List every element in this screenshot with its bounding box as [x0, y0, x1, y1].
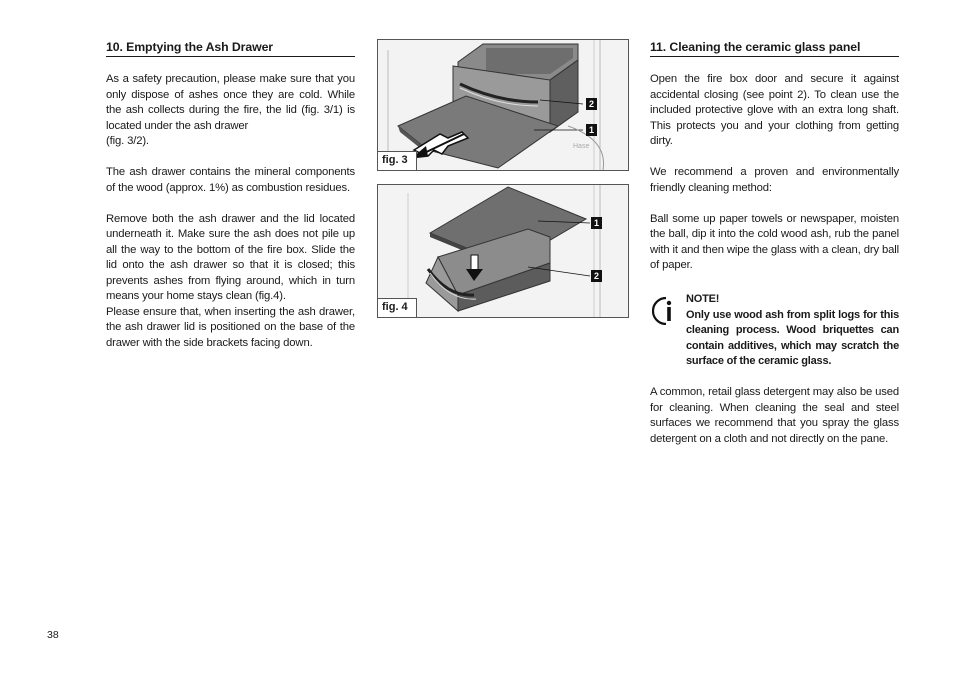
callout-1: 1 [586, 124, 597, 136]
section-ash-drawer [106, 40, 355, 351]
svg-text:Hase: Hase [573, 143, 590, 150]
note-box [650, 292, 899, 370]
note-title: NOTE! [686, 293, 720, 305]
paragraph: The ash drawer contains the mineral components of the wood (approx. 1%) as combustion residues. [106, 166, 355, 194]
figure-3 [377, 39, 629, 171]
section-heading: 11. Cleaning the ceramic glass panel [650, 40, 899, 57]
note-body: Only use wood ash from split logs for this cleaning process. Wood briquettes can contain additives, which may scratch the surface of the ceramic glass. [686, 308, 899, 367]
paragraph: Please ensure that, when inserting the ash drawer, the ash drawer lid is positioned on the base of the drawer with the side brackets facing down. [106, 305, 355, 349]
figure-4 [377, 184, 629, 318]
figure-label: fig. 3 [378, 151, 417, 170]
paragraph: Open the fire box door and secure it against accidental closing (see point 2). To clean use the included protective glove with an extra long shaft. This protects you and your clothing from getting dirty. [650, 73, 899, 147]
section-heading: 10. Emptying the Ash Drawer [106, 40, 355, 57]
info-icon [652, 295, 686, 325]
callout-2: 2 [591, 270, 602, 282]
paragraph: As a safety precaution, please make sure that you only dispose of ashes once they are cold. While the ash collects during the fire, the lid (fig. 3/1) is located under the ash drawer [106, 73, 355, 132]
callout-2: 2 [586, 98, 597, 110]
page-number: 38 [47, 629, 59, 641]
section-glass-cleaning [650, 40, 899, 447]
paragraph: Ball some up paper towels or newspaper, moisten the ball, dip it into the cold wood ash, rub the panel with it and then wipe the glass with a clean, dry ball of paper. [650, 212, 899, 271]
paragraph: (fig. 3/2). [106, 135, 149, 147]
paragraph: Remove both the ash drawer and the lid located underneath it. Make sure the ash does not pile up all the way to the bottom of the fire box. Slide the lid onto the ash drawer so that it is closed; this prevents ashes from flying around, which in turn means your home stays clean (fig.4). [106, 212, 355, 302]
callout-1: 1 [591, 217, 602, 229]
paragraph: A common, retail glass detergent may also be used for cleaning. When cleaning the seal and steel surfaces we recommend that you spray the glass detergent on a cloth and not directly on the pane. [650, 386, 899, 445]
figure-label: fig. 4 [378, 298, 417, 317]
paragraph: We recommend a proven and environmentally friendly cleaning method: [650, 166, 899, 194]
